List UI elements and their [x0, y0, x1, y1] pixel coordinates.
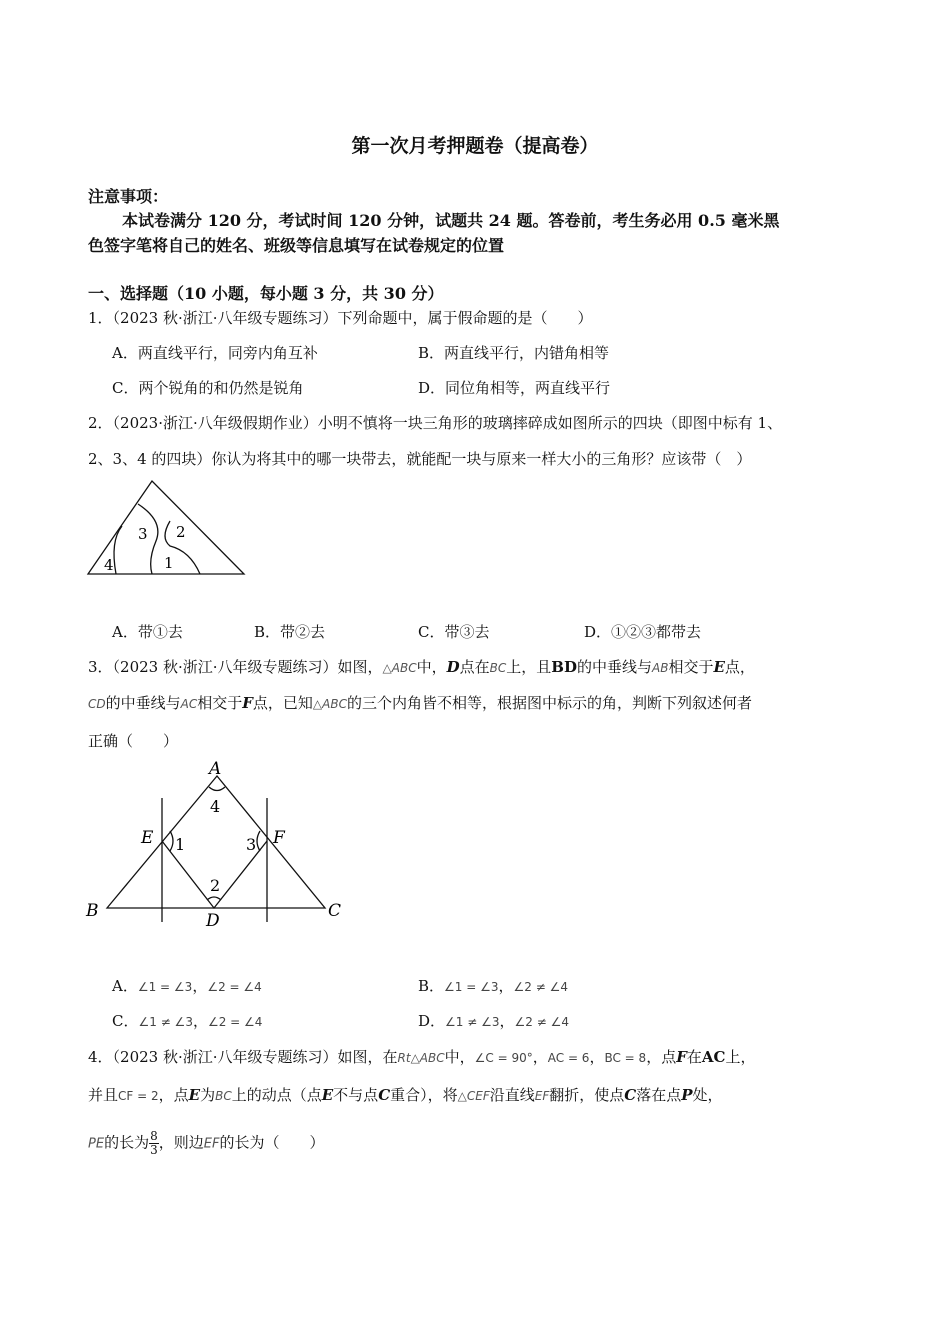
q1-stem: 1．（2023 秋·浙江·八年级专题练习）下列命题中，属于假命题的是（ ） [88, 309, 593, 327]
q3-geometry-figure [80, 758, 350, 930]
q3-angle-arc-1 [170, 831, 173, 851]
q3-label-c: C [328, 901, 342, 921]
q3-label-b: B [86, 901, 99, 921]
q3-label-d: D [206, 911, 220, 930]
notice-line-1: 本试卷满分 120 分，考试时间 120 分钟，试题共 24 题。答卷前，考生务必用 0.5 毫米黑 [122, 211, 780, 230]
math-triangle-abc: △ABC [382, 661, 417, 675]
section-heading: 一、选择题（10 小题，每小题 3 分，共 30 分） [88, 284, 444, 303]
q1-option-a: A．两直线平行，同旁内角互补 [112, 344, 318, 362]
q2-triangle-figure [82, 476, 252, 580]
q3-option-b: B．∠1 = ∠3，∠2 ≠ ∠4 [418, 977, 568, 995]
q3-angle-arc-3 [257, 831, 260, 851]
math-ab: AB [651, 661, 669, 675]
q1-option-d: D．同位角相等，两直线平行 [418, 379, 611, 397]
q4-stem-line-2: 并且CF = 2，点E为BC上的动点（点E不与点C重合），将△CEF沿直线EF翻折，使点C落在点P处， [88, 1086, 723, 1104]
q3-stem-line-1: 3．（2023 秋·浙江·八年级专题练习）如图，△ABC中，D点在BC上，且BD的中垂线与AB相交于E点， [88, 658, 755, 676]
q3-label-f: F [273, 828, 285, 848]
q2-label-2: 2 [176, 523, 186, 541]
q1-option-b: B．两直线平行，内错角相等 [418, 344, 610, 362]
math-cd: CD [88, 697, 106, 711]
page-title: 第一次月考押题卷（提高卷） [351, 135, 599, 157]
fraction-8-3: $\frac{8}{3}$ [150, 1129, 158, 1157]
q2-stem-line-2: 2、3、4 的四块）你认为将其中的哪一块带去，就能配一块与原来一样大小的三角形？应该带（ ） [88, 450, 752, 468]
notice-line-2: 色签字笔将自己的姓名、班级等信息填写在试卷规定的位置 [88, 236, 505, 255]
q4-stem-line-1: 4．（2023 秋·浙江·八年级专题练习）如图，在Rt△ABC中，∠C = 90°，AC = 6，BC = 8，点F在AC上， [88, 1048, 756, 1066]
q3-label-e: E [141, 828, 154, 848]
q3-option-a: A．∠1 = ∠3，∠2 = ∠4 [112, 977, 262, 995]
q2-option-c: C．带③去 [418, 623, 490, 641]
q3-option-c: C．∠1 ≠ ∠3，∠2 = ∠4 [112, 1012, 263, 1030]
q1-option-c: C．两个锐角的和仍然是锐角 [112, 379, 304, 397]
q3-label-3: 3 [246, 835, 257, 854]
q2-option-d: D．①②③都带去 [584, 623, 702, 641]
q2-option-a: A．带①去 [112, 623, 183, 641]
notice-heading: 注意事项： [88, 187, 169, 206]
q2-label-4: 4 [104, 556, 114, 574]
q2-label-3: 3 [138, 525, 148, 543]
q3-option-d: D．∠1 ≠ ∠3，∠2 ≠ ∠4 [418, 1012, 569, 1030]
q3-angle-arc-4 [209, 787, 225, 791]
q3-angle-arc-2 [207, 897, 221, 900]
math-bc: BC [489, 661, 507, 675]
q3-label-a: A [209, 759, 222, 779]
q2-label-1: 1 [164, 554, 174, 572]
q3-stem-line-3: 正确（ ） [88, 732, 179, 750]
math-triangle-abc-2: △ABC [312, 697, 347, 711]
q3-label-1: 1 [175, 835, 186, 854]
math-ac: AC [180, 697, 198, 711]
q3-stem-line-2: CD的中垂线与AC相交于F点，已知△ABC的三个内角皆不相等，根据图中标示的角，判断下列叙述何者 [88, 694, 752, 712]
q4-stem-line-3: PE的长为 $\frac{8}{3}$ ，则边EF的长为（ ） [88, 1129, 325, 1157]
q3-label-4: 4 [210, 797, 221, 816]
q2-stem-line-1: 2．（2023·浙江·八年级假期作业）小明不慎将一块三角形的玻璃摔碎成如图所示的四块（即图中标有 1、 [88, 414, 783, 432]
q3-label-2: 2 [210, 876, 221, 895]
q2-option-b: B．带②去 [254, 623, 326, 641]
q2-crack-left [114, 526, 122, 574]
